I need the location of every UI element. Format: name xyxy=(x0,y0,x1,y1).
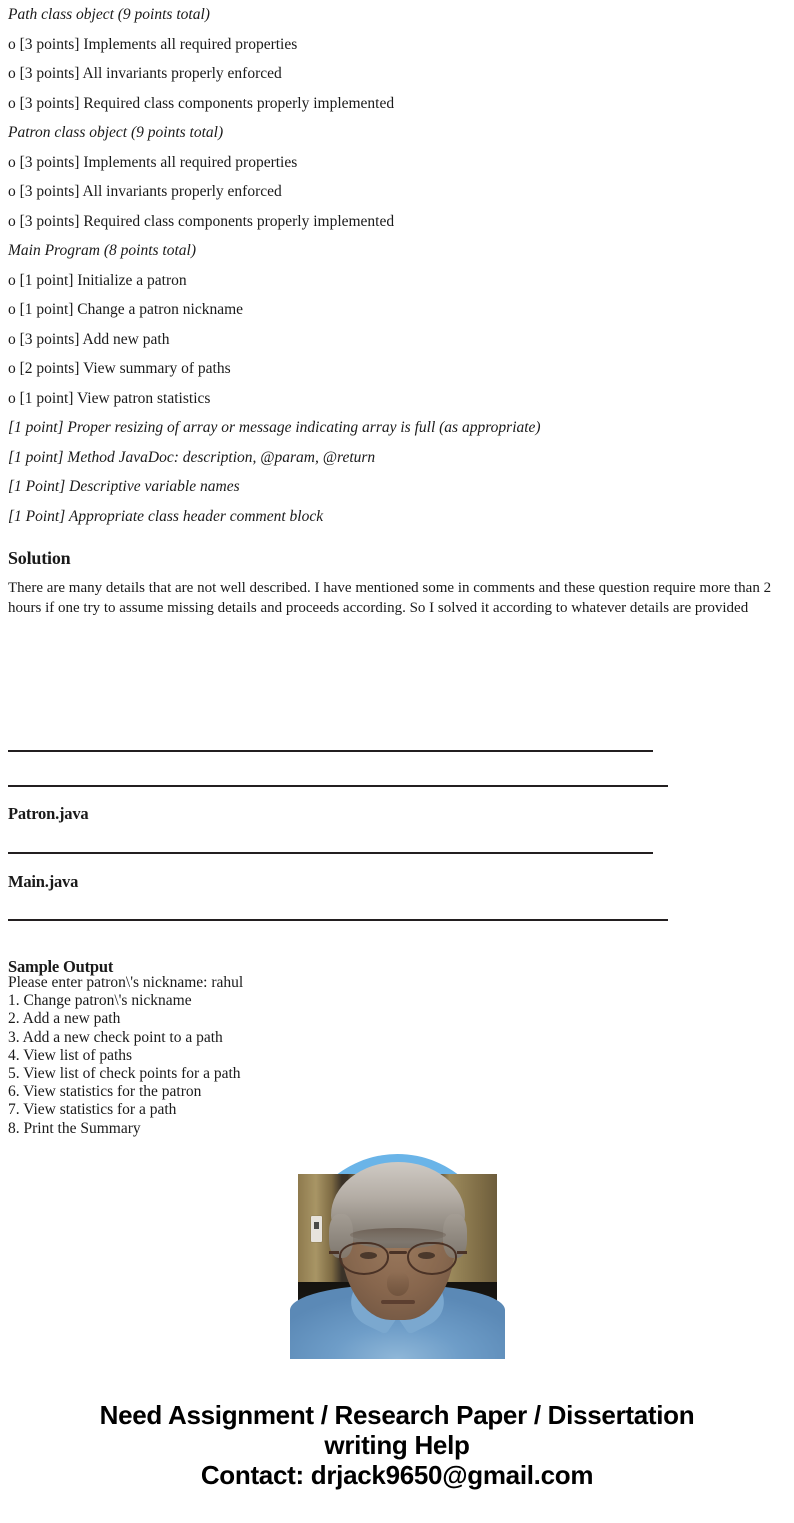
footer-line-2: writing Help xyxy=(324,1430,470,1460)
footer-promo xyxy=(0,1400,794,1490)
solution-paragraph: There are many details that are not well described. I have mentioned some in comments and these question require more than 2 hours if one try to assume missing details and proceeds according. So I solved it according to whatever details are provided xyxy=(8,580,772,616)
document-body xyxy=(0,0,794,619)
console-line: 5. View list of check points for a path xyxy=(8,1065,241,1083)
avatar-lens-right xyxy=(407,1242,457,1275)
console-line: 4. View list of paths xyxy=(8,1046,133,1064)
section-divider xyxy=(8,919,668,921)
rubric-item: o [3 points] Implements all required properties xyxy=(8,153,298,171)
rubric-item: o [3 points] All invariants properly enforced xyxy=(8,183,282,200)
rubric-heading-patron: Patron class object (9 points total) xyxy=(8,124,224,141)
rubric-item: o [3 points] Add new path xyxy=(8,330,170,348)
rubric-note: [1 point] Proper resizing of array or message indicating array is full (as appropriate) xyxy=(8,419,541,436)
avatar-glasses-temple-right xyxy=(457,1251,467,1254)
sample-output-heading: Sample Output xyxy=(8,956,114,976)
sample-output-console xyxy=(8,974,608,1137)
console-line: 3. Add a new check point to a path xyxy=(8,1028,223,1046)
avatar-image xyxy=(298,1154,497,1353)
console-line: 7. View statistics for a path xyxy=(8,1101,177,1119)
footer-line-3: Contact: drjack9650@gmail.com xyxy=(200,1460,594,1490)
avatar-glasses-bridge xyxy=(389,1251,407,1254)
avatar-light-switch xyxy=(311,1216,322,1242)
console-line: 2. Add a new path xyxy=(8,1010,121,1028)
file-heading-main-java: Main.java xyxy=(8,872,79,891)
console-line: 8. Print the Summary xyxy=(8,1119,141,1137)
rubric-item: o [2 points] View summary of paths xyxy=(8,360,231,377)
section-divider xyxy=(8,785,668,787)
glasses-icon xyxy=(337,1242,459,1276)
console-line: Please enter patron\'s nickname: rahul xyxy=(8,974,244,991)
rubric-item: o [1 point] Initialize a patron xyxy=(8,271,187,289)
rubric-note: [1 point] Method JavaDoc: description, @param, @return xyxy=(8,448,376,466)
avatar xyxy=(298,1154,497,1353)
avatar-nose xyxy=(387,1272,409,1296)
file-heading-patron-java: Patron.java xyxy=(8,804,89,823)
footer-line-1: Need Assignment / Research Paper / Dissertation xyxy=(99,1400,695,1430)
avatar-mouth xyxy=(381,1300,415,1304)
solution-heading: Solution xyxy=(8,548,71,568)
rubric-item: o [3 points] Required class components properly implemented xyxy=(8,94,395,112)
rubric-item: o [1 point] Change a patron nickname xyxy=(8,301,244,318)
avatar-brow-shadow xyxy=(350,1228,446,1242)
section-divider xyxy=(8,750,653,752)
rubric-heading-main-program: Main Program (8 points total) xyxy=(8,242,197,259)
rubric-item: o [3 points] Required class components properly implemented xyxy=(8,212,395,230)
rubric-heading-path: Path class object (9 points total) xyxy=(8,6,210,23)
rubric-note: [1 Point] Descriptive variable names xyxy=(8,478,240,495)
avatar-glasses-temple-left xyxy=(329,1251,339,1254)
section-divider xyxy=(8,852,653,854)
console-line: 1. Change patron\'s nickname xyxy=(8,992,192,1010)
avatar-lens-left xyxy=(339,1242,389,1275)
console-line: 6. View statistics for the patron xyxy=(8,1083,202,1101)
rubric-note: [1 Point] Appropriate class header comment block xyxy=(8,507,324,525)
rubric-item: o [3 points] Implements all required properties xyxy=(8,35,298,53)
rubric-item: o [3 points] All invariants properly enforced xyxy=(8,65,282,82)
rubric-item: o [1 point] View patron statistics xyxy=(8,389,211,407)
